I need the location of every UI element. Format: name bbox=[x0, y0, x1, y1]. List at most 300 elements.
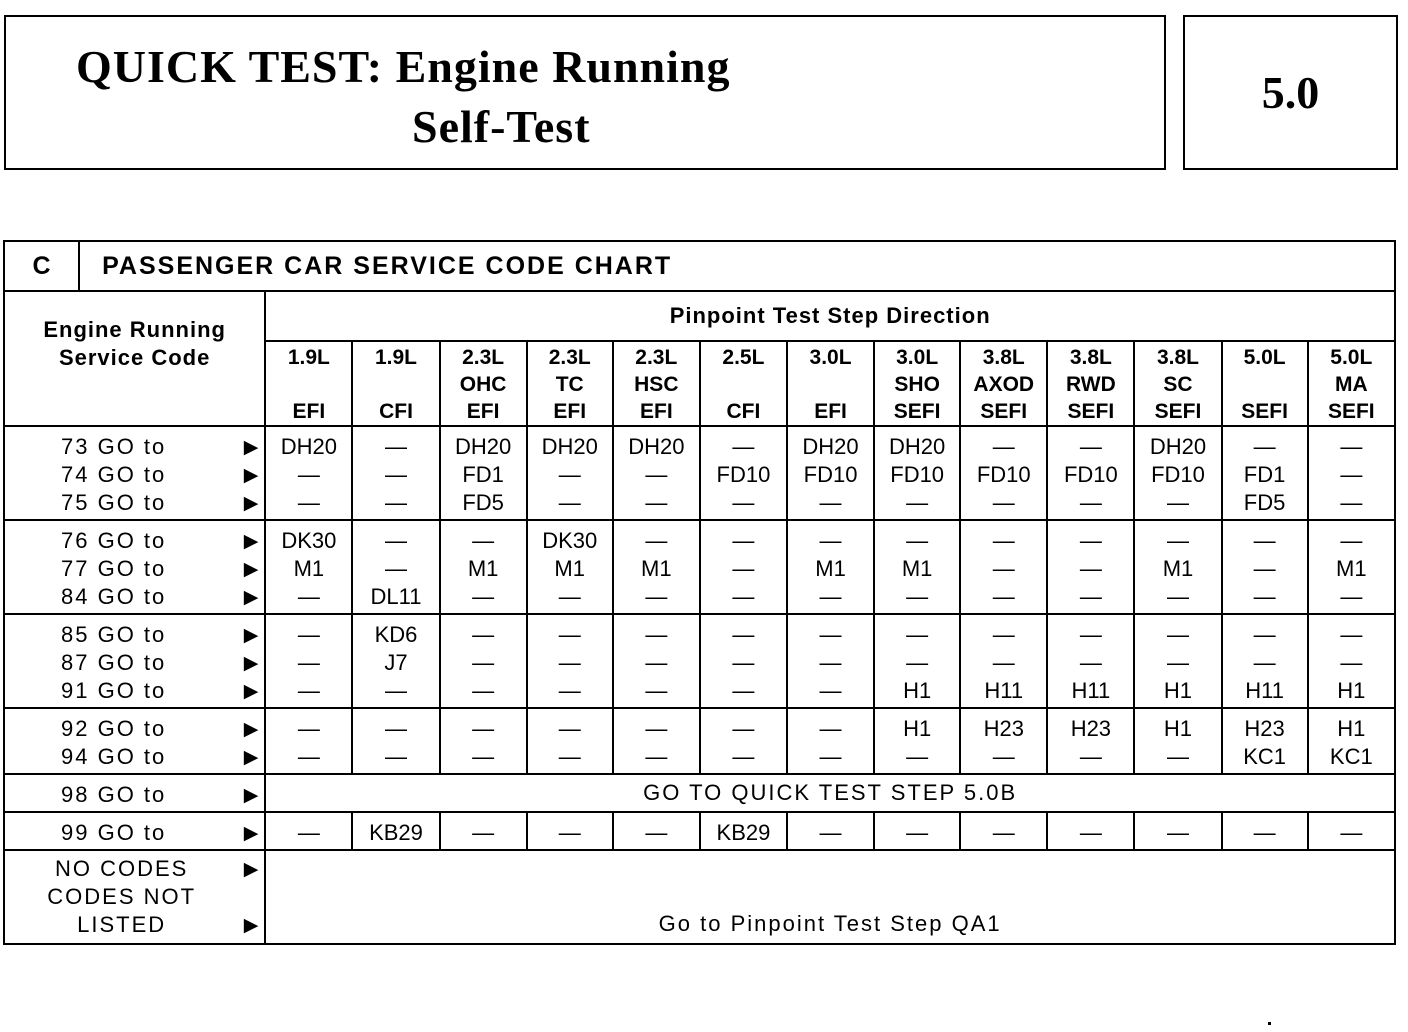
step-value: — bbox=[732, 650, 755, 675]
step-value: KC1 bbox=[1243, 744, 1286, 769]
step-value: — bbox=[558, 716, 581, 741]
step-value: — bbox=[1253, 622, 1276, 647]
step-cell bbox=[352, 520, 439, 614]
step-cell bbox=[1047, 708, 1134, 774]
step-value: — bbox=[384, 744, 407, 769]
engine-header bbox=[352, 341, 439, 426]
step-cell bbox=[613, 812, 700, 850]
service-code-header-line1: Engine Running bbox=[43, 316, 226, 342]
step-value: — bbox=[472, 584, 495, 609]
no-codes-label: NO CODES bbox=[54, 856, 189, 881]
step-cell bbox=[613, 708, 700, 774]
service-code bbox=[5, 555, 260, 583]
step-value: KB29 bbox=[716, 820, 771, 845]
section-letter: C bbox=[4, 241, 79, 291]
step-cell bbox=[527, 520, 613, 614]
engine-header-line: SHO bbox=[894, 373, 940, 396]
step-value: — bbox=[384, 462, 407, 487]
step-value: FD5 bbox=[462, 490, 504, 515]
step-cell bbox=[874, 812, 960, 850]
step-cell bbox=[874, 708, 960, 774]
engine-header bbox=[613, 341, 700, 426]
code-98-row bbox=[4, 774, 1395, 812]
step-cell bbox=[613, 520, 700, 614]
step-cell bbox=[787, 520, 874, 614]
step-value: KC1 bbox=[1329, 744, 1373, 769]
step-value: DL11 bbox=[370, 584, 422, 609]
step-value: — bbox=[1253, 584, 1276, 609]
engine-header-line: EFI bbox=[466, 400, 500, 423]
step-value: — bbox=[1166, 820, 1189, 845]
step-value: — bbox=[472, 678, 495, 703]
step-cell bbox=[527, 708, 613, 774]
step-value: — bbox=[384, 528, 407, 553]
right-triangle-icon: ▶ bbox=[243, 746, 261, 768]
step-value: — bbox=[558, 678, 581, 703]
step-value: — bbox=[297, 584, 320, 609]
service-code-label: 75 GO to bbox=[61, 490, 167, 515]
step-value: FD10 bbox=[976, 462, 1031, 487]
service-code bbox=[5, 715, 260, 743]
step-cell bbox=[874, 520, 960, 614]
service-code-label: 87 GO to bbox=[61, 650, 167, 675]
step-value: — bbox=[819, 622, 842, 647]
step-cell bbox=[352, 812, 439, 850]
right-triangle-icon: ▶ bbox=[243, 680, 261, 702]
code-group-row bbox=[4, 708, 1395, 774]
step-value: — bbox=[558, 622, 581, 647]
scan-speck bbox=[1268, 1022, 1271, 1025]
step-value: — bbox=[732, 622, 755, 647]
right-triangle-icon: ▶ bbox=[243, 822, 261, 844]
step-value: KB29 bbox=[369, 820, 423, 845]
step-value: H1 bbox=[1337, 678, 1366, 703]
engine-header-line: RWD bbox=[1065, 373, 1116, 396]
no-codes-label: LISTED bbox=[77, 912, 167, 937]
step-value: H11 bbox=[1071, 678, 1111, 703]
step-value: FD10 bbox=[890, 462, 945, 487]
code-group-codes bbox=[4, 426, 265, 520]
engine-header-line: SC bbox=[1163, 373, 1193, 396]
service-code-label: 91 GO to bbox=[61, 678, 167, 703]
step-cell bbox=[1134, 614, 1221, 708]
step-cell bbox=[1134, 708, 1221, 774]
step-value: — bbox=[992, 622, 1015, 647]
engine-header-line: EFI bbox=[292, 400, 326, 423]
step-value: — bbox=[992, 744, 1015, 769]
step-value: — bbox=[558, 820, 581, 845]
engine-header-line: SEFI bbox=[1067, 400, 1115, 423]
step-cell bbox=[1308, 426, 1395, 520]
step-cell bbox=[1222, 520, 1308, 614]
engine-header-line: EFI bbox=[639, 400, 673, 423]
step-cell bbox=[1308, 520, 1395, 614]
step-cell bbox=[352, 614, 439, 708]
service-code bbox=[5, 461, 260, 489]
service-code-label: 77 GO to bbox=[61, 556, 167, 581]
step-value: — bbox=[906, 490, 929, 515]
step-cell bbox=[1222, 426, 1308, 520]
engine-header-line bbox=[701, 371, 786, 398]
step-value: — bbox=[1340, 622, 1363, 647]
engine-header-line: 3.8L bbox=[1069, 346, 1112, 369]
step-cell bbox=[265, 426, 352, 520]
step-value: — bbox=[558, 462, 581, 487]
step-value: DK30 bbox=[542, 528, 598, 553]
step-value: — bbox=[732, 490, 755, 515]
right-triangle-icon: ▶ bbox=[243, 718, 261, 740]
step-value: — bbox=[992, 490, 1015, 515]
step-value: — bbox=[732, 528, 755, 553]
engine-header bbox=[787, 341, 874, 426]
step-cell bbox=[960, 520, 1047, 614]
step-value: H23 bbox=[1070, 716, 1112, 741]
code-98 bbox=[4, 774, 265, 812]
service-code bbox=[5, 743, 260, 771]
step-value: — bbox=[645, 462, 668, 487]
step-value: — bbox=[1079, 744, 1102, 769]
step-cell bbox=[1308, 812, 1395, 850]
step-value: — bbox=[732, 678, 755, 703]
service-code-header-line2: Service Code bbox=[58, 344, 211, 370]
step-value: — bbox=[819, 678, 842, 703]
service-code-label: 92 GO to bbox=[61, 716, 167, 741]
step-cell bbox=[1134, 426, 1221, 520]
right-triangle-icon: ▶ bbox=[243, 436, 261, 458]
step-value: — bbox=[1340, 584, 1363, 609]
step-cell bbox=[1308, 614, 1395, 708]
engine-header-line: CFI bbox=[379, 400, 413, 423]
engine-header-line bbox=[1223, 371, 1307, 398]
step-cell bbox=[787, 614, 874, 708]
right-triangle-icon: ▶ bbox=[243, 914, 261, 936]
step-value: H11 bbox=[1245, 678, 1284, 703]
step-value: — bbox=[558, 650, 581, 675]
step-value: FD10 bbox=[803, 462, 858, 487]
step-value: — bbox=[297, 650, 320, 675]
step-value: M1 bbox=[901, 556, 933, 581]
engine-header-line: 5.0L bbox=[1243, 346, 1286, 369]
step-value: — bbox=[1340, 462, 1363, 487]
step-cell bbox=[613, 426, 700, 520]
step-value: — bbox=[1079, 434, 1102, 459]
pinpoint-header: Pinpoint Test Step Direction bbox=[265, 291, 1395, 341]
engine-header-line: 2.5L bbox=[722, 346, 765, 369]
step-value: M1 bbox=[293, 556, 325, 581]
step-value: M1 bbox=[815, 556, 846, 581]
engine-header-line: 2.3L bbox=[462, 346, 505, 369]
engine-header-line bbox=[266, 371, 351, 398]
step-value: FD10 bbox=[716, 462, 771, 487]
step-value: — bbox=[645, 584, 668, 609]
step-cell bbox=[1047, 812, 1134, 850]
chart-title: PASSENGER CAR SERVICE CODE CHART bbox=[79, 241, 1395, 291]
step-cell bbox=[960, 812, 1047, 850]
engine-header-line: 2.3L bbox=[635, 346, 678, 369]
engine-header bbox=[527, 341, 613, 426]
step-value: M1 bbox=[467, 556, 499, 581]
step-value: — bbox=[819, 528, 842, 553]
right-triangle-icon: ▶ bbox=[243, 784, 261, 806]
engine-header-line: HSC bbox=[634, 373, 679, 396]
step-value: — bbox=[297, 622, 320, 647]
step-cell bbox=[1047, 614, 1134, 708]
quick-test-step-direction: GO TO QUICK TEST STEP 5.0B bbox=[265, 774, 1395, 812]
step-value: — bbox=[819, 716, 842, 741]
pinpoint-qa1-direction: Go to Pinpoint Test Step QA1 bbox=[265, 850, 1395, 944]
step-value: DK30 bbox=[281, 528, 337, 553]
step-cell bbox=[265, 708, 352, 774]
step-cell bbox=[440, 708, 527, 774]
step-cell bbox=[265, 812, 352, 850]
step-value: — bbox=[992, 820, 1015, 845]
engine-header bbox=[1308, 341, 1395, 426]
step-value: H1 bbox=[1163, 678, 1193, 703]
step-value: M1 bbox=[554, 556, 585, 581]
step-value: — bbox=[472, 716, 495, 741]
step-value: — bbox=[1079, 584, 1102, 609]
step-value: — bbox=[645, 744, 668, 769]
step-value: FD10 bbox=[1063, 462, 1118, 487]
step-value: — bbox=[819, 584, 842, 609]
service-code bbox=[5, 583, 260, 611]
step-cell bbox=[874, 614, 960, 708]
right-triangle-icon: ▶ bbox=[243, 652, 261, 674]
step-cell bbox=[1134, 520, 1221, 614]
step-cell bbox=[1308, 708, 1395, 774]
step-value: FD1 bbox=[1243, 462, 1286, 487]
step-value: — bbox=[645, 820, 668, 845]
step-value: — bbox=[297, 820, 320, 845]
step-value: — bbox=[1340, 820, 1363, 845]
step-value: — bbox=[1253, 434, 1276, 459]
engine-header-line: SEFI bbox=[1327, 400, 1375, 423]
step-value: — bbox=[645, 490, 668, 515]
engine-header-line: 2.3L bbox=[548, 346, 591, 369]
step-cell bbox=[1222, 812, 1308, 850]
engine-header-line: SEFI bbox=[980, 400, 1028, 423]
engine-header-line: 3.8L bbox=[1156, 346, 1199, 369]
code-group-codes bbox=[4, 708, 265, 774]
step-value: — bbox=[645, 678, 668, 703]
right-triangle-icon: ▶ bbox=[243, 492, 261, 514]
step-value: — bbox=[819, 820, 842, 845]
engine-header bbox=[960, 341, 1047, 426]
engine-header-line bbox=[788, 371, 873, 398]
step-value: — bbox=[1166, 528, 1189, 553]
step-value: — bbox=[1253, 528, 1276, 553]
service-code-label: 94 GO to bbox=[61, 744, 167, 769]
engine-header-line: 1.9L bbox=[374, 346, 417, 369]
code-group-codes bbox=[4, 520, 265, 614]
step-value: — bbox=[1340, 490, 1363, 515]
service-code-label: 98 GO to bbox=[61, 782, 167, 807]
step-value: — bbox=[1166, 744, 1189, 769]
step-value: — bbox=[732, 556, 755, 581]
no-codes-label: CODES NOT bbox=[47, 884, 197, 909]
step-value: — bbox=[297, 490, 320, 515]
step-value: — bbox=[297, 462, 320, 487]
section-number: 5.0 bbox=[1183, 15, 1398, 170]
engine-header bbox=[700, 341, 787, 426]
step-value: — bbox=[906, 744, 929, 769]
step-value: — bbox=[906, 622, 929, 647]
engine-header bbox=[265, 341, 352, 426]
step-cell bbox=[1047, 520, 1134, 614]
engine-header-line: EFI bbox=[814, 400, 847, 423]
step-cell bbox=[527, 812, 613, 850]
service-code bbox=[5, 781, 260, 809]
step-value: — bbox=[1340, 528, 1363, 553]
service-code bbox=[5, 489, 260, 517]
step-value: H23 bbox=[983, 716, 1024, 741]
step-cell bbox=[440, 812, 527, 850]
step-value: DH20 bbox=[628, 434, 685, 459]
right-triangle-icon: ▶ bbox=[243, 464, 261, 486]
step-value: — bbox=[992, 528, 1015, 553]
service-code-label: 84 GO to bbox=[61, 584, 167, 609]
engine-header-line: EFI bbox=[553, 400, 587, 423]
step-value: — bbox=[732, 434, 755, 459]
step-value: — bbox=[906, 584, 929, 609]
step-value: — bbox=[1079, 556, 1102, 581]
engine-header bbox=[1134, 341, 1221, 426]
step-value: — bbox=[558, 744, 581, 769]
step-value: — bbox=[558, 584, 581, 609]
step-value: H1 bbox=[903, 678, 932, 703]
step-cell bbox=[700, 426, 787, 520]
code-99-row bbox=[4, 812, 1395, 850]
service-code-label: 76 GO to bbox=[61, 528, 167, 553]
step-value: — bbox=[297, 716, 320, 741]
code-group-row bbox=[4, 520, 1395, 614]
step-value: M1 bbox=[1162, 556, 1194, 581]
step-cell bbox=[960, 708, 1047, 774]
step-value: — bbox=[1340, 434, 1363, 459]
step-value: DH20 bbox=[1149, 434, 1207, 459]
right-triangle-icon: ▶ bbox=[243, 530, 261, 552]
step-cell bbox=[700, 708, 787, 774]
step-value: DH20 bbox=[280, 434, 337, 459]
step-value: FD5 bbox=[1243, 490, 1286, 515]
engine-header bbox=[1222, 341, 1308, 426]
step-cell bbox=[787, 426, 874, 520]
step-value: — bbox=[819, 650, 842, 675]
step-cell bbox=[700, 520, 787, 614]
step-value: — bbox=[297, 678, 320, 703]
code-group-codes bbox=[4, 614, 265, 708]
no-codes-line bbox=[5, 911, 260, 939]
step-value: DH20 bbox=[802, 434, 859, 459]
step-value: H11 bbox=[984, 678, 1024, 703]
step-value: H23 bbox=[1244, 716, 1285, 741]
step-value: — bbox=[472, 528, 495, 553]
step-value: — bbox=[472, 650, 495, 675]
engine-header-line: MA bbox=[1334, 373, 1368, 396]
page-title-line2: Self-Test bbox=[412, 101, 591, 152]
engine-header-line: 3.0L bbox=[896, 346, 939, 369]
step-cell bbox=[960, 614, 1047, 708]
right-triangle-icon: ▶ bbox=[243, 858, 261, 880]
step-value: KD6 bbox=[374, 622, 418, 647]
engine-header bbox=[874, 341, 960, 426]
step-value: FD1 bbox=[462, 462, 504, 487]
engine-header-line: TC bbox=[555, 373, 584, 396]
step-value: — bbox=[1166, 584, 1189, 609]
step-value: — bbox=[819, 744, 842, 769]
step-cell bbox=[1222, 708, 1308, 774]
step-value: — bbox=[992, 650, 1015, 675]
engine-header-line: 3.0L bbox=[809, 346, 852, 369]
right-triangle-icon: ▶ bbox=[243, 558, 261, 580]
step-value: — bbox=[472, 820, 495, 845]
engine-header bbox=[440, 341, 527, 426]
step-value: — bbox=[1166, 650, 1189, 675]
step-value: — bbox=[472, 744, 495, 769]
step-value: — bbox=[645, 622, 668, 647]
engine-header-line: SEFI bbox=[1154, 400, 1202, 423]
step-cell bbox=[352, 708, 439, 774]
step-value: H1 bbox=[1163, 716, 1193, 741]
code-99 bbox=[4, 812, 265, 850]
step-value: — bbox=[645, 716, 668, 741]
step-cell bbox=[1134, 812, 1221, 850]
no-codes-line bbox=[5, 883, 260, 911]
step-value: H1 bbox=[1337, 716, 1366, 741]
step-value: — bbox=[1253, 556, 1276, 581]
code-group-row bbox=[4, 426, 1395, 520]
step-value: — bbox=[1166, 490, 1189, 515]
step-value: — bbox=[384, 678, 407, 703]
service-code bbox=[5, 621, 260, 649]
engine-header-line: SEFI bbox=[893, 400, 941, 423]
engine-header bbox=[1047, 341, 1134, 426]
service-code bbox=[5, 819, 260, 847]
step-cell bbox=[265, 520, 352, 614]
service-code bbox=[5, 527, 260, 555]
engine-header-line: CFI bbox=[726, 400, 761, 423]
step-value: J7 bbox=[384, 650, 408, 675]
step-cell bbox=[787, 812, 874, 850]
step-value: — bbox=[1079, 820, 1102, 845]
step-value: — bbox=[732, 716, 755, 741]
no-codes-row bbox=[4, 850, 1395, 944]
step-value: — bbox=[1079, 650, 1102, 675]
step-cell bbox=[527, 614, 613, 708]
step-value: — bbox=[906, 650, 929, 675]
step-value: — bbox=[384, 556, 407, 581]
step-value: — bbox=[558, 490, 581, 515]
step-cell bbox=[352, 426, 439, 520]
engine-header-line: SEFI bbox=[1241, 400, 1288, 423]
service-code-label: 99 GO to bbox=[61, 820, 167, 845]
step-cell bbox=[613, 614, 700, 708]
step-value: DH20 bbox=[889, 434, 946, 459]
engine-header-line bbox=[353, 371, 438, 398]
right-triangle-icon: ▶ bbox=[243, 624, 261, 646]
step-cell bbox=[265, 614, 352, 708]
service-code-chart bbox=[3, 240, 1396, 945]
service-code-header bbox=[4, 291, 265, 426]
step-value: — bbox=[992, 556, 1015, 581]
step-value: — bbox=[645, 650, 668, 675]
step-cell bbox=[1047, 426, 1134, 520]
step-cell bbox=[874, 426, 960, 520]
step-value: — bbox=[1079, 528, 1102, 553]
step-value: — bbox=[1253, 650, 1276, 675]
step-cell bbox=[700, 614, 787, 708]
step-cell bbox=[960, 426, 1047, 520]
